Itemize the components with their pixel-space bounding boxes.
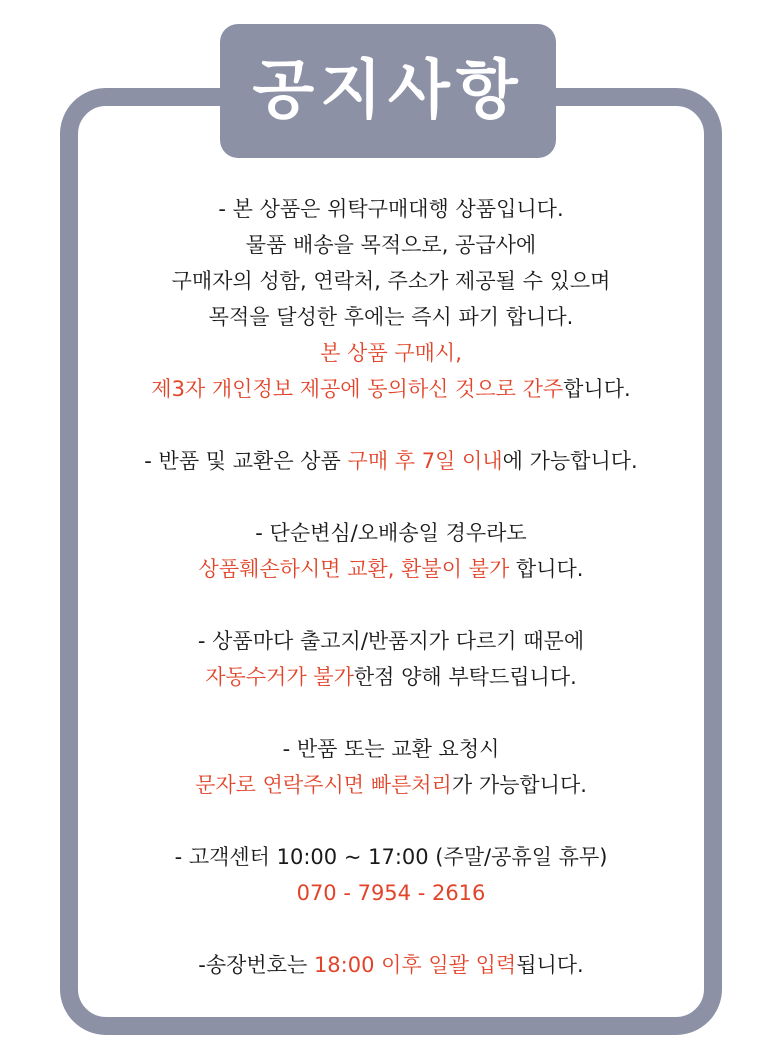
privacy-line-1: - 본 상품은 위탁구매대행 상품입니다. [218,197,564,221]
returns-line [60,443,722,479]
simple-change-line-2 [60,551,722,587]
pickup-line-1: - 상품마다 출고지/반품지가 다르기 때문에 [197,629,585,653]
privacy-line-3: 구매자의 성함, 연락처, 주소가 제공될 수 있으며 [171,269,611,293]
service-phone: 070 - 7954 - 2616 [296,881,486,905]
returns-prefix: - 반품 및 교환은 상품 [144,449,348,473]
spacer [60,911,722,947]
simple-change-highlight: 상품훼손하시면 교환, 환불이 불가 [198,557,510,581]
tracking-prefix: -송장번호는 [198,953,314,977]
pickup-line-2 [60,659,722,695]
spacer [60,479,722,515]
privacy-line-2: 물품 배송을 목적으로, 공급사에 [245,233,537,257]
tracking-highlight: 18:00 이후 일괄 입력 [313,953,517,977]
spacer [60,803,722,839]
simple-change-line-1: - 단순변심/오배송일 경우라도 [255,521,527,545]
privacy-line-4: 목적을 달성한 후에는 즉시 파기 합니다. [208,305,574,329]
request-highlight: 문자로 연락주시면 빠른처리 [195,773,452,797]
spacer [60,407,722,443]
request-rest: 가 가능합니다. [451,773,587,797]
title-tab [220,24,556,158]
privacy-line-5: 본 상품 구매시, [320,341,462,365]
request-line-1: - 반품 또는 교환 요청시 [282,737,500,761]
privacy-consent-highlight: 제3자 개인정보 제공에 동의하신 것으로 간주 [151,377,564,401]
tracking-suffix: 됩니다. [516,953,584,977]
spacer [60,695,722,731]
pickup-highlight: 자동수거가 불가 [205,665,354,689]
tracking-line [60,947,722,983]
privacy-line-6 [60,371,722,407]
service-hours-line: - 고객센터 10:00 ~ 17:00 (주말/공휴일 휴무) [174,845,608,869]
page-title: 공지사항 [252,54,524,128]
privacy-consent-rest: 합니다. [563,377,631,401]
returns-suffix: 에 가능합니다. [502,449,638,473]
spacer [60,587,722,623]
pickup-rest: 한점 양해 부탁드립니다. [353,665,577,689]
notice-content [60,191,722,983]
returns-highlight: 구매 후 7일 이내 [347,449,503,473]
simple-change-rest: 합니다. [509,557,584,581]
request-line-2 [60,767,722,803]
